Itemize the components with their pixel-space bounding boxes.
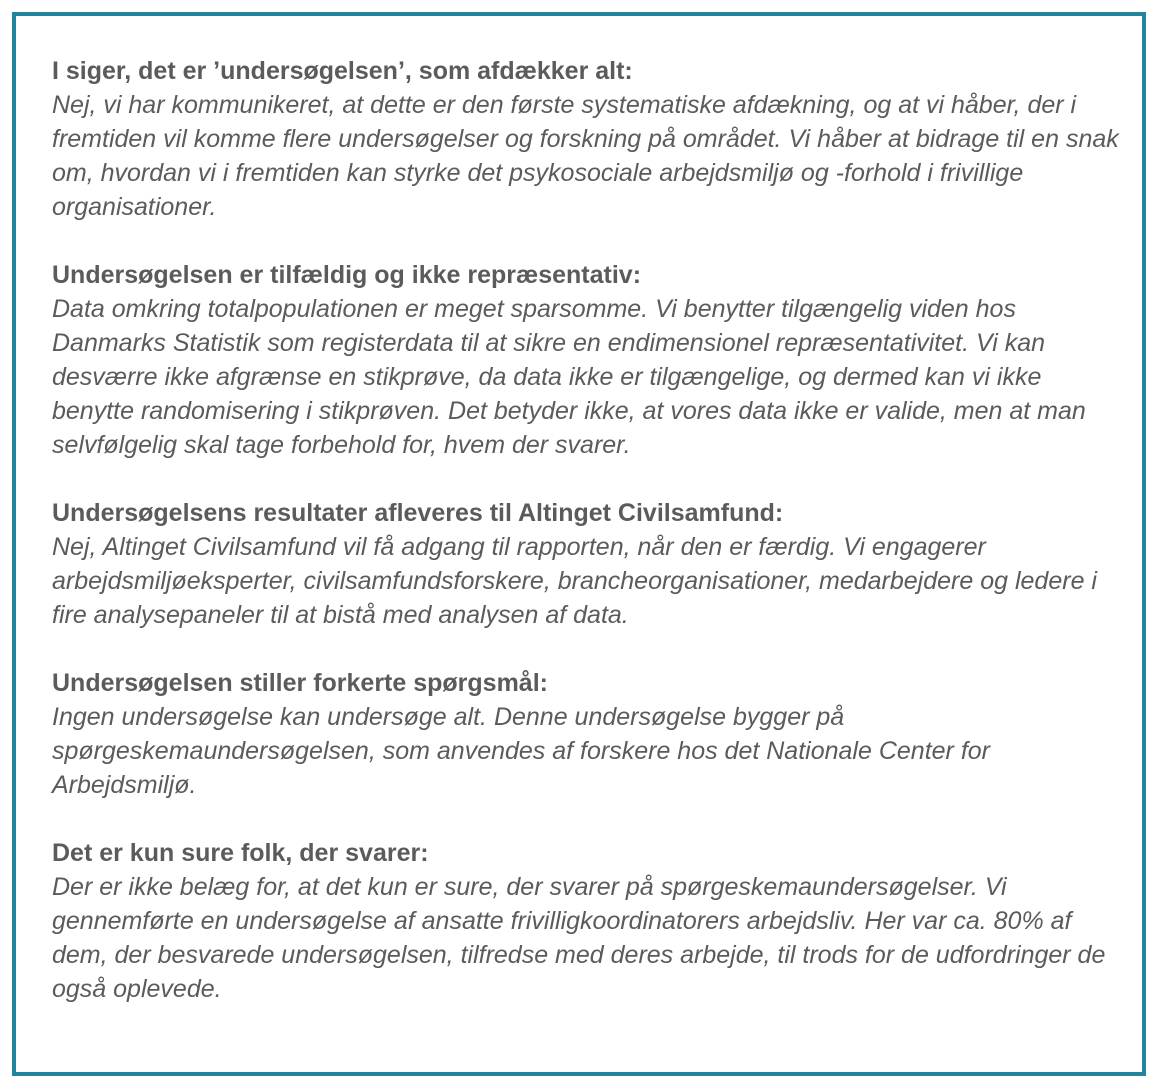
faq-heading: Undersøgelsen stiller forkerte spørgsmål: [52, 669, 548, 697]
faq-answer: Der er ikke belæg for, at det kun er sure, der svarer på spørgeskemaundersøgelser. Vi gennemførte en undersøgelse af ansatte frivilligkoordinatorers arbejdsliv. Her var ca. 80% af dem, der besvarede undersøgelsen, tilfredse med deres arbejde, til trods for de udfordringer de også oplevede. [52, 873, 1106, 1003]
faq-section [52, 258, 1124, 462]
faq-heading: Undersøgelsen er tilfældig og ikke repræsentativ: [52, 261, 642, 289]
faq-section [52, 836, 1124, 1006]
faq-answer: Data omkring totalpopulationen er meget sparsomme. Vi benytter tilgængelig viden hos Danmarks Statistik som registerdata til at sikre en endimensionel repræsentativitet. Vi kan desværre ikke afgrænse en stikprøve, da data ikke er tilgængelige, og dermed kan vi ikke benytte randomisering i stikprøven. Det betyder ikke, at vores data ikke er valide, men at man selvfølgelig skal tage forbehold for, hvem der svarer. [52, 295, 1086, 459]
faq-answer: Nej, Altinget Civilsamfund vil få adgang til rapporten, når den er færdig. Vi engagerer arbejdsmiljøeksperter, civilsamfundsforskere, brancheorganisationer, medarbejdere og ledere i fire analysepaneler til at bistå med analysen af data. [52, 533, 1097, 629]
faq-heading: Det er kun sure folk, der svarer: [52, 839, 429, 867]
faq-answer: Nej, vi har kommunikeret, at dette er den første systematiske afdækning, og at vi håber, der i fremtiden vil komme flere undersøgelser og forskning på området. Vi håber at bidrage til en snak om, hvordan vi i fremtiden kan styrke det psykosociale arbejdsmiljø og -forhold i frivillige organisationer. [52, 91, 1119, 221]
faq-answer: Ingen undersøgelse kan undersøge alt. Denne undersøgelse bygger på spørgeskemaundersøgelsen, som anvendes af forskere hos det Nationale Center for Arbejdsmiljø. [52, 703, 990, 799]
faq-heading: Undersøgelsens resultater afleveres til Altinget Civilsamfund: [52, 499, 784, 527]
faq-section [52, 496, 1124, 632]
faq-heading: I siger, det er ’undersøgelsen’, som afdækker alt: [52, 57, 633, 85]
text-box-frame [12, 12, 1146, 1076]
faq-content [52, 54, 1124, 1040]
faq-section [52, 666, 1124, 802]
faq-section [52, 54, 1124, 224]
